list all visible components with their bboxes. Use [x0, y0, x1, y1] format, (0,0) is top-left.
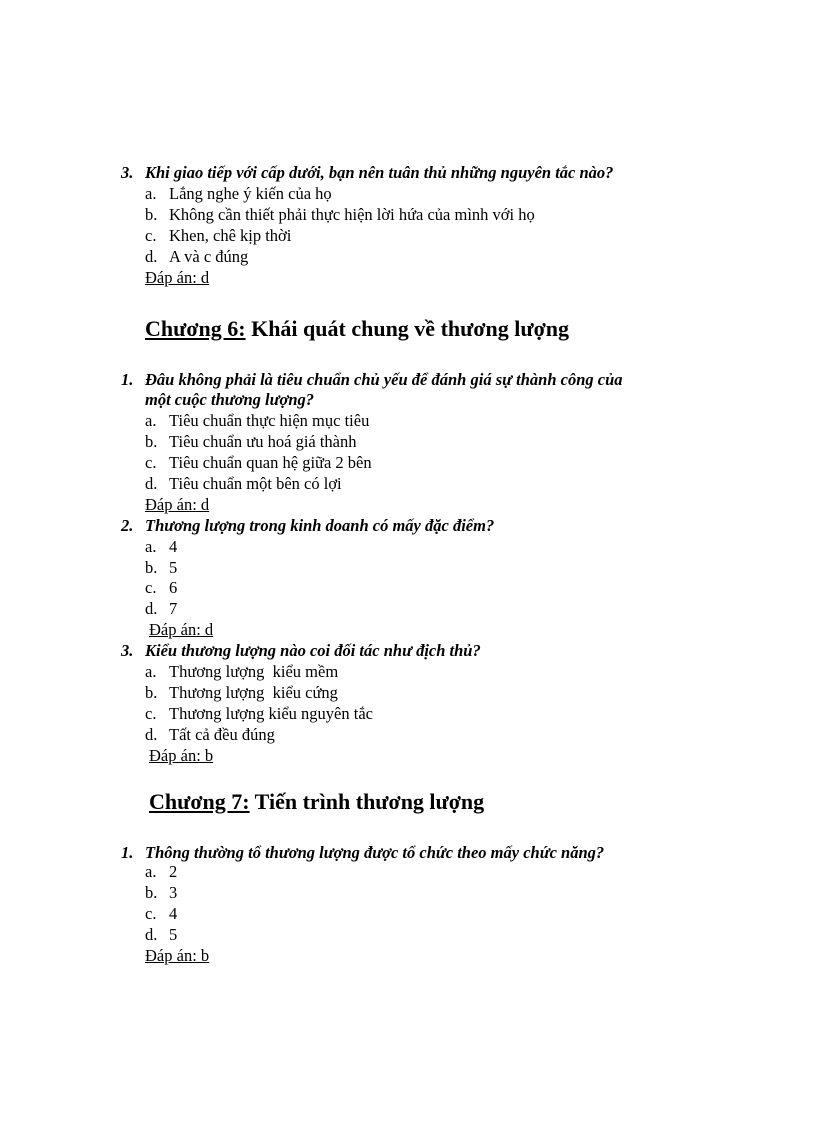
answer-key: Đáp án: d	[149, 620, 214, 639]
question-number: 2.	[121, 516, 134, 535]
option-item	[145, 662, 338, 682]
option-letter: d.	[145, 474, 158, 493]
option-letter: d.	[145, 925, 158, 944]
option-item	[145, 226, 291, 246]
option-letter: a.	[145, 184, 157, 203]
option-letter: a.	[145, 537, 157, 556]
option-item	[145, 432, 357, 452]
question-text: Đâu không phải là tiêu chuẩn chủ yếu để đánh giá sự thành công của	[145, 370, 623, 389]
option-text: Khen, chê kịp thời	[169, 226, 292, 245]
question-text: Thương lượng trong kinh doanh có mấy đặc điểm?	[145, 516, 495, 535]
option-item	[145, 683, 338, 703]
option-text: Thương lượng kiểu mềm	[169, 662, 339, 681]
option-text: Tiêu chuẩn thực hiện mục tiêu	[169, 411, 370, 430]
answer-key: Đáp án: b	[149, 746, 214, 765]
option-item	[145, 453, 372, 473]
option-letter: a.	[145, 662, 157, 681]
option-item	[145, 558, 177, 578]
option-item	[145, 537, 177, 557]
option-letter: b.	[145, 205, 158, 224]
option-letter: a.	[145, 411, 157, 430]
option-text: 4	[169, 904, 178, 923]
option-item	[145, 925, 177, 945]
option-letter: c.	[145, 578, 157, 597]
option-letter: c.	[145, 453, 157, 472]
option-text: Tiêu chuẩn ưu hoá giá thành	[169, 432, 357, 451]
question-text: Kiểu thương lượng nào coi đối tác như địch thủ?	[145, 641, 481, 660]
option-letter: b.	[145, 883, 158, 902]
option-letter: c.	[145, 704, 157, 723]
chapter-label: Chương 6:	[145, 316, 246, 341]
option-item	[145, 184, 332, 204]
option-item	[145, 247, 248, 267]
option-text: Thương lượng kiểu nguyên tắc	[169, 704, 373, 723]
option-text: Tiêu chuẩn quan hệ giữa 2 bên	[169, 453, 372, 472]
option-item	[145, 205, 535, 225]
answer-key: Đáp án: d	[145, 495, 210, 514]
option-item	[145, 862, 177, 882]
option-letter: d.	[145, 599, 158, 618]
option-item	[145, 904, 177, 924]
answer-key: Đáp án: b	[145, 946, 210, 965]
chapter-label: Chương 7:	[149, 789, 250, 814]
option-text: 5	[169, 558, 178, 577]
question-number: 1.	[121, 843, 134, 862]
option-letter: c.	[145, 226, 157, 245]
option-text: Tiêu chuẩn một bên có lợi	[169, 474, 342, 493]
option-text: 4	[169, 537, 178, 556]
option-item	[145, 474, 342, 494]
option-text: 3	[169, 883, 178, 902]
chapter-title: Tiến trình thương lượng	[249, 789, 485, 814]
option-text: Không cần thiết phải thực hiện lời hứa của mình với họ	[169, 205, 535, 224]
option-letter: d.	[145, 725, 158, 744]
option-text: 6	[169, 578, 178, 597]
option-text: Lắng nghe ý kiến của họ	[169, 184, 332, 203]
option-text: Thương lượng kiểu cứng	[169, 683, 338, 702]
option-letter: a.	[145, 862, 157, 881]
question-text-continued: một cuộc thương lượng?	[145, 390, 315, 409]
option-item	[145, 411, 369, 431]
option-letter: c.	[145, 904, 157, 923]
chapter-title: Khái quát chung về thương lượng	[245, 316, 569, 341]
option-letter: b.	[145, 558, 158, 577]
question-number: 3.	[121, 163, 134, 182]
option-item	[145, 883, 177, 903]
option-item	[145, 725, 275, 745]
option-letter: b.	[145, 432, 158, 451]
answer-key: Đáp án: d	[145, 268, 210, 287]
chapter-6-heading	[145, 316, 569, 342]
question-text: Thông thường tổ thương lượng được tổ chức theo mấy chức năng?	[145, 843, 605, 862]
option-item	[145, 704, 373, 724]
option-text: A và c đúng	[169, 247, 249, 266]
option-item	[145, 599, 177, 619]
option-text: 7	[169, 599, 178, 618]
option-text: 5	[169, 925, 178, 944]
question-text: Khi giao tiếp với cấp dưới, bạn nên tuân thủ những nguyên tắc nào?	[145, 163, 614, 182]
question-number: 3.	[121, 641, 134, 660]
chapter-7-heading	[149, 789, 484, 815]
option-letter: d.	[145, 247, 158, 266]
option-text: 2	[169, 862, 178, 881]
question-number: 1.	[121, 370, 134, 389]
option-text: Tất cả đều đúng	[169, 725, 275, 744]
option-letter: b.	[145, 683, 158, 702]
option-item	[145, 578, 177, 598]
